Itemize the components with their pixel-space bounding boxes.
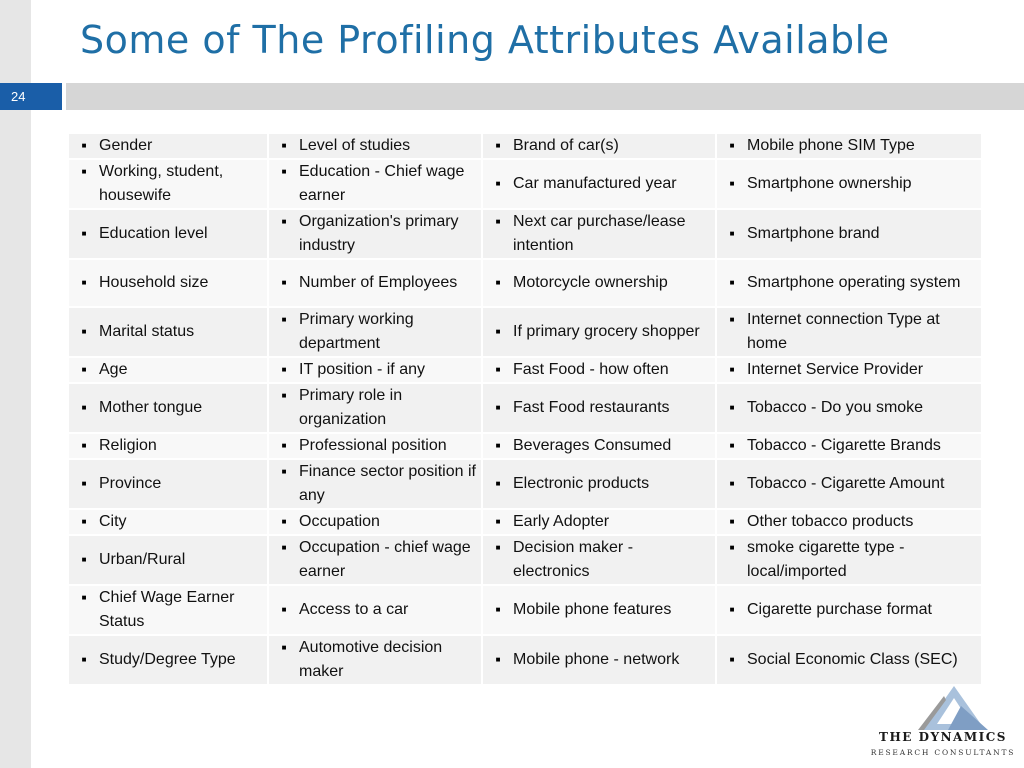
table-row	[69, 358, 983, 384]
attribute-label: Automotive decision maker	[299, 639, 443, 680]
attribute-label: Tobacco - Do you smoke	[747, 399, 924, 416]
attribute-label: Number of Employees	[299, 274, 458, 291]
attribute-label: Occupation - chief wage earner	[299, 539, 471, 580]
attribute-item	[69, 586, 267, 634]
square-bullet-icon: ■	[495, 365, 501, 374]
attribute-item	[69, 271, 267, 295]
square-bullet-icon: ■	[281, 391, 287, 400]
attribute-label: Mother tongue	[99, 399, 203, 416]
table-cell	[69, 260, 269, 308]
attribute-item	[269, 536, 481, 584]
attribute-item	[69, 358, 267, 382]
attribute-item	[69, 160, 267, 208]
square-bullet-icon: ■	[729, 365, 735, 374]
attribute-label: Social Economic Class (SEC)	[747, 651, 958, 668]
attribute-item	[483, 396, 715, 420]
square-bullet-icon: ■	[81, 327, 87, 336]
square-bullet-icon: ■	[281, 167, 287, 176]
square-bullet-icon: ■	[81, 479, 87, 488]
table-cell	[717, 510, 983, 536]
table-cell	[269, 636, 483, 686]
square-bullet-icon: ■	[495, 605, 501, 614]
attribute-item	[269, 460, 481, 508]
attribute-label: Mobile phone features	[513, 601, 672, 618]
attribute-item	[717, 648, 981, 672]
table-cell	[483, 134, 717, 160]
attribute-label: Primary role in organization	[299, 387, 403, 428]
square-bullet-icon: ■	[729, 179, 735, 188]
table-row	[69, 260, 983, 308]
attribute-item	[269, 358, 481, 382]
attribute-item	[269, 434, 481, 458]
attribute-label: Fast Food restaurants	[513, 399, 670, 416]
table-cell	[483, 160, 717, 210]
attribute-label: Brand of car(s)	[513, 137, 619, 154]
attribute-label: IT position - if any	[299, 361, 425, 378]
table-cell	[717, 308, 983, 358]
table-row	[69, 384, 983, 434]
square-bullet-icon: ■	[495, 517, 501, 526]
table-cell	[69, 586, 269, 636]
table-cell	[269, 134, 483, 160]
attribute-item	[483, 172, 715, 196]
attribute-label: City	[99, 513, 127, 530]
table-cell	[483, 384, 717, 434]
square-bullet-icon: ■	[495, 327, 501, 336]
attribute-item	[717, 271, 981, 295]
square-bullet-icon: ■	[495, 217, 501, 226]
square-bullet-icon: ■	[81, 403, 87, 412]
square-bullet-icon: ■	[281, 278, 287, 287]
table-row	[69, 636, 983, 686]
table-cell	[717, 134, 983, 160]
attribute-item	[269, 384, 481, 432]
table-cell	[717, 260, 983, 308]
attribute-label: Organization's primary industry	[299, 213, 459, 254]
table-cell	[269, 460, 483, 510]
attribute-item	[717, 472, 981, 496]
square-bullet-icon: ■	[495, 543, 501, 552]
attribute-item	[483, 271, 715, 295]
table-cell	[69, 434, 269, 460]
square-bullet-icon: ■	[281, 517, 287, 526]
table-cell	[717, 586, 983, 636]
table-cell	[717, 434, 983, 460]
attribute-label: Chief Wage Earner Status	[99, 589, 235, 630]
attribute-label: Age	[99, 361, 128, 378]
attribute-item	[69, 320, 267, 344]
attribute-item	[269, 210, 481, 258]
attribute-item	[483, 648, 715, 672]
attribute-label: Study/Degree Type	[99, 651, 236, 668]
attribute-item	[269, 271, 481, 295]
table-cell	[69, 134, 269, 160]
square-bullet-icon: ■	[495, 278, 501, 287]
attribute-label: Finance sector position if any	[299, 463, 476, 504]
attribute-item	[483, 434, 715, 458]
square-bullet-icon: ■	[729, 517, 735, 526]
table-cell	[69, 358, 269, 384]
table-cell	[483, 536, 717, 586]
square-bullet-icon: ■	[281, 543, 287, 552]
square-bullet-icon: ■	[729, 543, 735, 552]
attribute-label: Primary working department	[299, 311, 414, 352]
attribute-item	[717, 536, 981, 584]
table-cell	[483, 460, 717, 510]
table-row	[69, 460, 983, 510]
attribute-item	[717, 358, 981, 382]
square-bullet-icon: ■	[81, 365, 87, 374]
attribute-label: Smartphone brand	[747, 225, 880, 242]
attribute-label: Professional position	[299, 437, 447, 454]
attribute-item	[69, 510, 267, 534]
attribute-item	[483, 598, 715, 622]
table-cell	[69, 160, 269, 210]
table-cell	[269, 384, 483, 434]
attribute-label: Household size	[99, 274, 209, 291]
attribute-item	[717, 598, 981, 622]
attribute-label: If primary grocery shopper	[513, 323, 700, 340]
left-sidebar-bar	[0, 0, 31, 768]
square-bullet-icon: ■	[729, 655, 735, 664]
attribute-item	[717, 434, 981, 458]
table-cell	[69, 308, 269, 358]
table-cell	[69, 510, 269, 536]
attribute-item	[69, 134, 267, 158]
square-bullet-icon: ■	[729, 441, 735, 450]
attribute-label: Internet Service Provider	[747, 361, 924, 378]
square-bullet-icon: ■	[81, 517, 87, 526]
attribute-item	[269, 598, 481, 622]
attribute-item	[483, 210, 715, 258]
square-bullet-icon: ■	[729, 229, 735, 238]
table-cell	[717, 358, 983, 384]
attribute-label: Mobile phone SIM Type	[747, 137, 915, 154]
attribute-item	[717, 396, 981, 420]
square-bullet-icon: ■	[281, 141, 287, 150]
attribute-item	[69, 434, 267, 458]
attribute-item	[483, 536, 715, 584]
attribute-label: Car manufactured year	[513, 175, 677, 192]
attribute-item	[483, 134, 715, 158]
square-bullet-icon: ■	[495, 479, 501, 488]
table-cell	[717, 384, 983, 434]
square-bullet-icon: ■	[81, 441, 87, 450]
attribute-label: Mobile phone - network	[513, 651, 680, 668]
table-cell	[483, 358, 717, 384]
slide-title: Some of The Profiling Attributes Available	[80, 18, 890, 62]
attribute-label: Motorcycle ownership	[513, 274, 668, 291]
table-cell	[69, 384, 269, 434]
attribute-item	[269, 636, 481, 684]
square-bullet-icon: ■	[281, 315, 287, 324]
square-bullet-icon: ■	[281, 441, 287, 450]
table-cell	[717, 460, 983, 510]
attribute-label: Access to a car	[299, 601, 409, 618]
attribute-item	[69, 548, 267, 572]
attribute-label: Gender	[99, 137, 153, 154]
logo-company-subtitle: RESEARCH CONSULTANTS	[870, 748, 1016, 757]
table-cell	[483, 260, 717, 308]
table-cell	[483, 210, 717, 260]
attribute-item	[483, 358, 715, 382]
square-bullet-icon: ■	[281, 643, 287, 652]
attribute-label: Internet connection Type at home	[747, 311, 940, 352]
attribute-label: Electronic products	[513, 475, 650, 492]
square-bullet-icon: ■	[81, 555, 87, 564]
table-cell	[483, 510, 717, 536]
attribute-label: Level of studies	[299, 137, 411, 154]
square-bullet-icon: ■	[81, 593, 87, 602]
attribute-item	[69, 222, 267, 246]
table-cell	[269, 160, 483, 210]
square-bullet-icon: ■	[281, 467, 287, 476]
table-row	[69, 510, 983, 536]
attribute-item	[69, 472, 267, 496]
table-cell	[483, 308, 717, 358]
table-cell	[483, 636, 717, 686]
attribute-label: Next car purchase/lease intention	[513, 213, 686, 254]
attribute-item	[269, 510, 481, 534]
square-bullet-icon: ■	[495, 141, 501, 150]
table-cell	[269, 260, 483, 308]
attribute-item	[269, 160, 481, 208]
square-bullet-icon: ■	[81, 278, 87, 287]
table-cell	[69, 636, 269, 686]
attribute-item	[269, 308, 481, 356]
attribute-item	[717, 222, 981, 246]
attribute-item	[717, 308, 981, 356]
attribute-label: Occupation	[299, 513, 380, 530]
attribute-label: Tobacco - Cigarette Brands	[747, 437, 941, 454]
table-cell	[717, 210, 983, 260]
attribute-label: Smartphone operating system	[747, 274, 961, 291]
table-cell	[269, 308, 483, 358]
square-bullet-icon: ■	[281, 217, 287, 226]
attribute-item	[717, 134, 981, 158]
table-cell	[69, 460, 269, 510]
square-bullet-icon: ■	[729, 403, 735, 412]
square-bullet-icon: ■	[495, 403, 501, 412]
attributes-table-body	[69, 134, 983, 686]
attribute-item	[483, 320, 715, 344]
logo-company-name: THE DYNAMICS	[879, 730, 1007, 744]
square-bullet-icon: ■	[729, 141, 735, 150]
square-bullet-icon: ■	[495, 655, 501, 664]
square-bullet-icon: ■	[81, 167, 87, 176]
attribute-item	[483, 472, 715, 496]
table-cell	[269, 510, 483, 536]
attribute-label: Urban/Rural	[99, 551, 186, 568]
header-band	[66, 83, 1024, 110]
square-bullet-icon: ■	[281, 365, 287, 374]
table-row	[69, 134, 983, 160]
table-row	[69, 434, 983, 460]
square-bullet-icon: ■	[729, 479, 735, 488]
attribute-label: Beverages Consumed	[513, 437, 672, 454]
table-row	[69, 536, 983, 586]
table-cell	[69, 536, 269, 586]
attribute-label: Province	[99, 475, 162, 492]
table-cell	[483, 434, 717, 460]
attribute-item	[483, 510, 715, 534]
attribute-label: Marital status	[99, 323, 195, 340]
square-bullet-icon: ■	[495, 441, 501, 450]
table-row	[69, 586, 983, 636]
attributes-table	[69, 134, 983, 686]
attribute-label: Religion	[99, 437, 157, 454]
table-cell	[717, 160, 983, 210]
attribute-item	[69, 396, 267, 420]
table-row	[69, 308, 983, 358]
square-bullet-icon: ■	[81, 655, 87, 664]
table-cell	[269, 434, 483, 460]
page-number-badge: 24	[0, 83, 62, 110]
table-cell	[269, 536, 483, 586]
table-cell	[69, 210, 269, 260]
table-cell	[269, 586, 483, 636]
attribute-label: Fast Food - how often	[513, 361, 669, 378]
square-bullet-icon: ■	[281, 605, 287, 614]
square-bullet-icon: ■	[729, 605, 735, 614]
table-cell	[483, 586, 717, 636]
square-bullet-icon: ■	[495, 179, 501, 188]
square-bullet-icon: ■	[81, 229, 87, 238]
company-logo	[858, 684, 1024, 768]
logo-triangles-icon	[858, 684, 1024, 734]
square-bullet-icon: ■	[729, 278, 735, 287]
attribute-label: smoke cigarette type - local/imported	[747, 539, 905, 580]
attribute-label: Working, student, housewife	[99, 163, 224, 204]
attribute-item	[717, 510, 981, 534]
attribute-label: Other tobacco products	[747, 513, 914, 530]
table-cell	[269, 358, 483, 384]
attribute-item	[717, 172, 981, 196]
table-cell	[717, 536, 983, 586]
square-bullet-icon: ■	[729, 315, 735, 324]
attribute-label: Smartphone ownership	[747, 175, 912, 192]
attribute-label: Education - Chief wage earner	[299, 163, 465, 204]
table-row	[69, 160, 983, 210]
table-cell	[269, 210, 483, 260]
attribute-label: Cigarette purchase format	[747, 601, 932, 618]
table-cell	[717, 636, 983, 686]
attribute-label: Education level	[99, 225, 208, 242]
attribute-label: Early Adopter	[513, 513, 610, 530]
attribute-item	[69, 648, 267, 672]
attribute-label: Decision maker - electronics	[513, 539, 634, 580]
attribute-item	[269, 134, 481, 158]
attribute-label: Tobacco - Cigarette Amount	[747, 475, 945, 492]
square-bullet-icon: ■	[81, 141, 87, 150]
table-row	[69, 210, 983, 260]
